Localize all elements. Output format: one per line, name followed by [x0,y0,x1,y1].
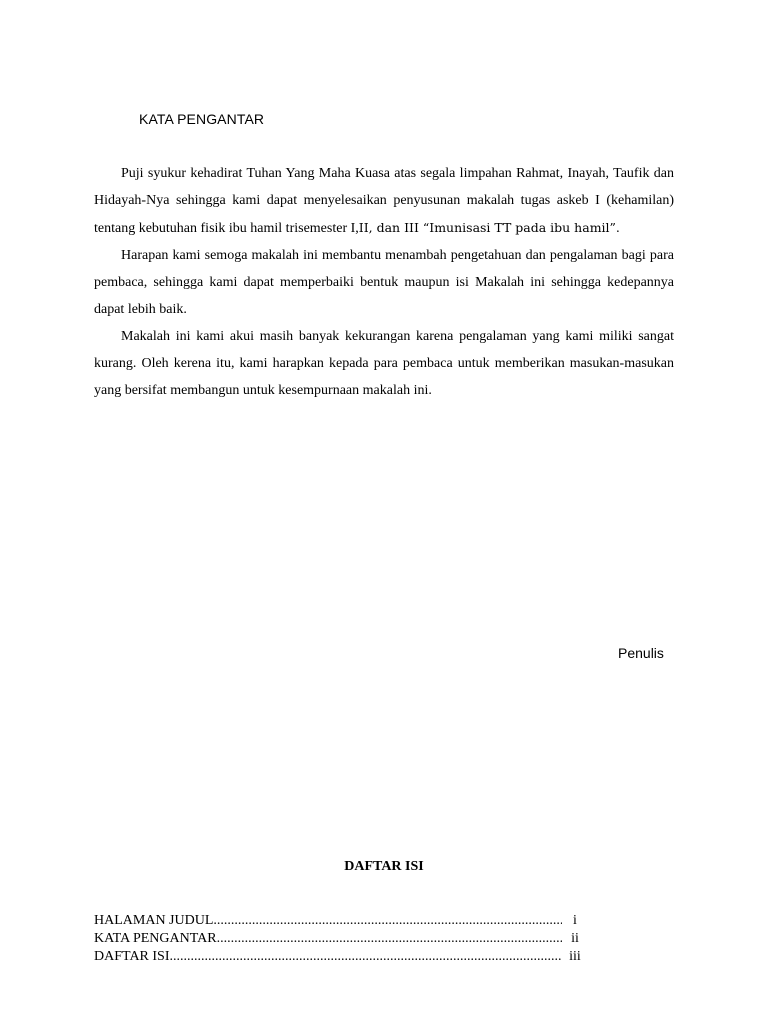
toc-entry-page: i [573,913,577,928]
preface-paragraph-1-end: II, dan III “Imunisasi TT pada ibu hamil”. [358,220,620,235]
toc-dot-leader [217,930,562,948]
author-signature: Penulis [618,645,664,661]
preface-paragraph-3: Makalah ini kami akui masih banyak kekurangan karena pengalaman yang kami miliki sangat kurang. Oleh kerena itu, kami harapkan kepada para pembaca untuk memberikan masukan-masukan yang bersifat membangun untuk kesempurnaan makalah ini. [94,329,674,398]
toc-entry-page: ii [571,931,579,946]
toc-row-halaman-judul [94,912,588,930]
preface-body [94,160,674,404]
preface-paragraph-1 [94,160,674,242]
toc-entry-label: HALAMAN JUDUL [94,913,214,928]
toc-dot-leader [213,912,562,930]
toc-entry-label: KATA PENGANTAR [94,931,217,946]
preface-paragraph-1-start: Puji syukur kehadirat Tuhan Yang Maha Kuasa atas segala limpahan Rahmat, Inayah, Taufik dan Hidayah-Nya sehingga kami dapat menyelesaikan penyusunan makalah tugas askeb I (kehamilan) tentang kebutuhan fisik ibu hamil trisemester I, [94,166,674,236]
toc-row-kata-pengantar [94,930,588,948]
toc-entry-label: DAFTAR ISI [94,949,170,964]
toc-row-daftar-isi [94,948,588,966]
preface-title: KATA PENGANTAR [139,111,265,127]
toc-list [94,912,588,966]
toc-dot-leader [170,948,563,966]
toc-title: DAFTAR ISI [344,859,424,874]
toc-entry-page: iii [569,949,581,964]
preface-paragraph-2: Harapan kami semoga makalah ini membantu menambah pengetahuan dan pengalaman bagi para pembaca, sehingga kami dapat memperbaiki bentuk maupun isi Makalah ini sehingga kedepannya dapat lebih baik. [94,248,674,317]
